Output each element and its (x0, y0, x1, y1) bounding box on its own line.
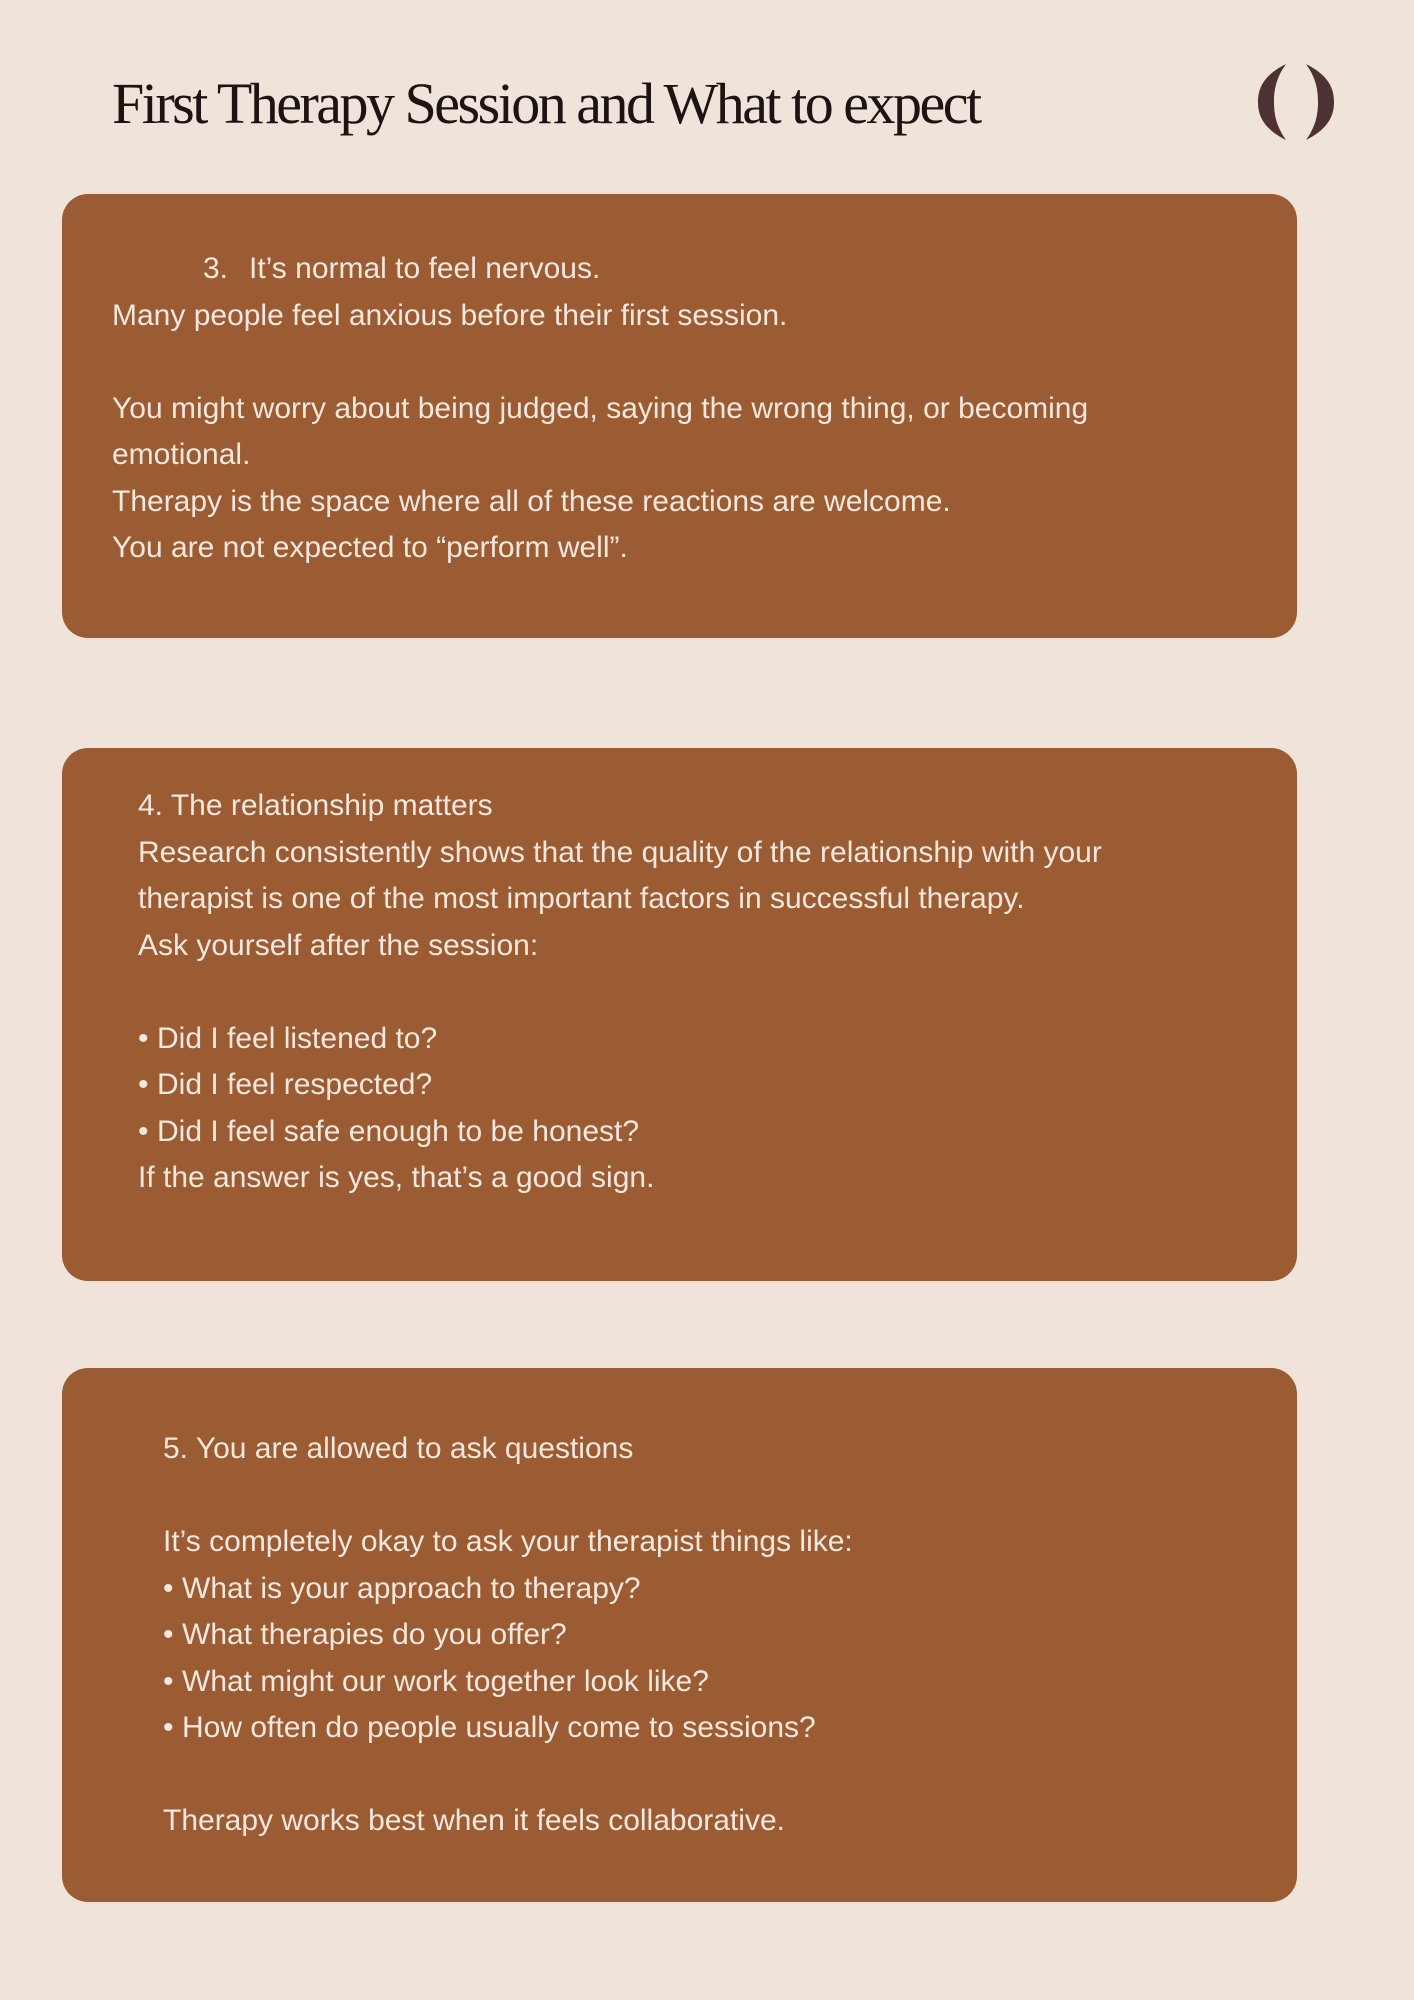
body-line: Many people feel anxious before their first session. (112, 298, 788, 332)
bullet-text: How often do people usually come to sessions? (182, 1711, 816, 1744)
spacer (163, 1752, 1267, 1799)
card-normal-to-feel-nervous (62, 194, 1297, 638)
card-relationship-matters (62, 748, 1297, 1281)
bullet-dot-icon: • (163, 1664, 174, 1698)
body-line: Ask yourself after the session: (138, 928, 539, 962)
spacer (112, 339, 1257, 386)
body-line: It’s completely okay to ask your therapist things like: (163, 1525, 853, 1558)
bullet-dot-icon: • (163, 1711, 174, 1744)
closing-line: If the answer is yes, that’s a good sign. (138, 1161, 655, 1194)
bullet-item (163, 1612, 1267, 1659)
body-line: You might worry about being judged, saying the wrong thing, or becoming (112, 391, 1089, 425)
body-line: emotional. (112, 438, 251, 471)
closing-line: Therapy works best when it feels collaborative. (163, 1804, 785, 1837)
spacer (138, 969, 1267, 1016)
heading-text: It’s normal to feel nervous. (249, 252, 601, 285)
card-heading: 5. You are allowed to ask questions (163, 1432, 634, 1465)
bullet-dot-icon: • (138, 1021, 149, 1055)
body-line: You are not expected to “perform well”. (112, 531, 628, 564)
bullet-list (138, 1016, 1267, 1156)
page-title: First Therapy Session and What to expect (112, 71, 980, 136)
card-heading: 4. The relationship matters (138, 789, 493, 822)
bullet-text: Did I feel listened to? (157, 1021, 438, 1055)
bullet-item (163, 1705, 1267, 1752)
bullet-text: Did I feel safe enough to be honest? (157, 1114, 640, 1148)
bullet-text: Did I feel respected? (157, 1068, 433, 1101)
bullet-dot-icon: • (163, 1571, 174, 1605)
bullet-text: What might our work together look like? (182, 1664, 709, 1698)
card-heading (112, 246, 1257, 293)
bullet-dot-icon: • (163, 1618, 174, 1651)
bullet-text: What is your approach to therapy? (182, 1571, 641, 1605)
bullet-text: What therapies do you offer? (182, 1618, 567, 1651)
bullet-item (163, 1659, 1267, 1706)
body-line: therapist is one of the most important factors in successful therapy. (138, 882, 1025, 915)
bullet-item (138, 1016, 1267, 1063)
bullet-list (163, 1566, 1267, 1752)
bullet-item (138, 1062, 1267, 1109)
card-ask-questions (62, 1368, 1297, 1902)
bullet-item (138, 1109, 1267, 1156)
bullet-item (163, 1566, 1267, 1613)
parentheses-logo-icon (1256, 60, 1336, 144)
bullet-dot-icon: • (138, 1068, 149, 1101)
list-number: 3. (203, 252, 229, 285)
body-line: Therapy is the space where all of these reactions are welcome. (112, 484, 951, 518)
bullet-dot-icon: • (138, 1114, 149, 1148)
body-line: Research consistently shows that the quality of the relationship with your (138, 835, 1102, 869)
spacer (163, 1473, 1267, 1520)
